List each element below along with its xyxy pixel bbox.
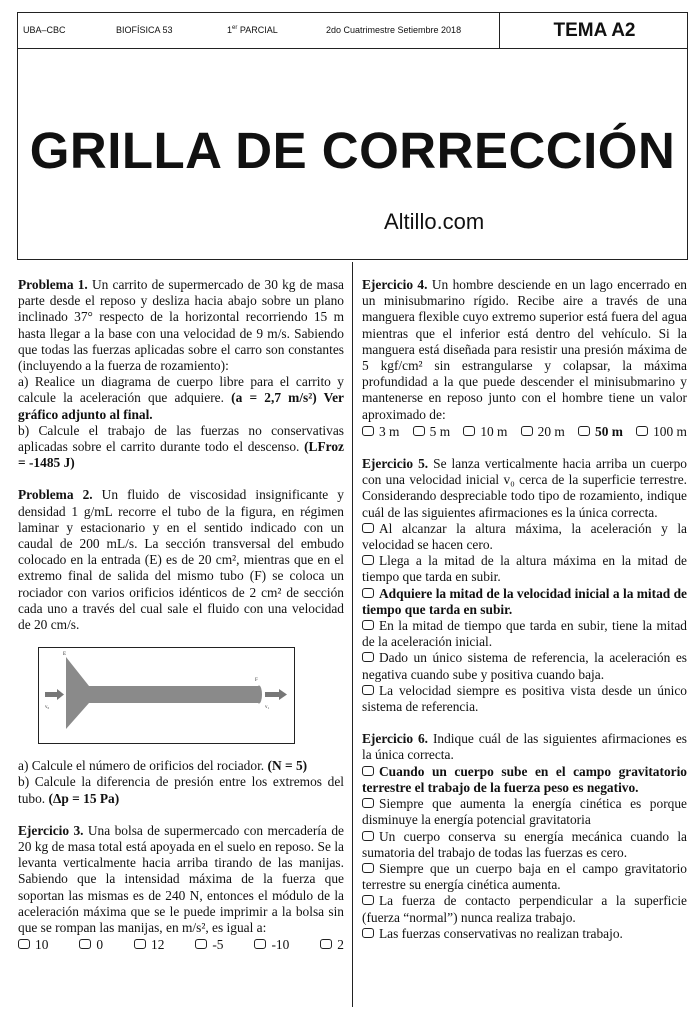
exercise-5-option[interactable] [362,521,687,553]
option-label: 50 m [595,423,623,439]
option-label: 5 m [429,423,451,439]
exercise-6-option[interactable] [362,893,687,925]
option-label: Cuando un cuerpo sube en el campo gravitatorio terrestre el trabajo de la fuerza peso es negativo. [362,763,687,795]
sprinkler-end [256,686,262,704]
checkbox-icon[interactable] [463,426,475,436]
exercise-6-option[interactable] [362,829,687,861]
option-label: 0 [96,937,104,953]
exercise-4 [362,277,687,440]
exercise-3-options [18,937,344,953]
exercise-4-option[interactable] [413,424,450,440]
checkbox-icon[interactable] [320,939,332,949]
option-label: Llega a la mitad de la altura máxima en la mitad de tiempo que tarda en subir. [362,553,687,585]
option-label: La velocidad siempre es positiva vista desde un único sistema de referencia. [362,682,687,715]
problem-2a-text: a) Calcule el número de orificios del rociador. [18,758,265,774]
exercise-4-option[interactable] [521,424,565,440]
exercise-6-option-correct[interactable] [362,764,687,796]
checkbox-icon[interactable] [362,831,374,841]
option-label: 10 m [480,423,508,439]
option-label: Dado un único sistema de referencia, la aceleración es negativa cuando sube y positiva cuando baja. [362,650,687,682]
exercise-3 [18,823,344,954]
site-name: Altillo.com [384,209,485,234]
exercise-4-option[interactable] [362,424,399,440]
checkbox-icon[interactable] [362,555,374,565]
left-column [18,277,344,970]
checkbox-icon[interactable] [362,652,374,662]
checkbox-icon[interactable] [362,863,374,873]
exercise-4-option[interactable] [463,424,507,440]
exam-label [227,25,278,35]
problem-1-title: Problema 1. [18,277,88,292]
option-label: Siempre que un cuerpo baja en el campo gravitatorio terrestre su energía cinética aumenta. [362,860,687,893]
exercise-4-text: Un hombre desciende en un lago encerrado en un minisubmarino rígido. Recibe aire a través de una manguera flexible cuyo extremo superior está fuera del agua mientras que el inferior está dentro del vehículo. Si la manguera está diseñada para resistir una presión máxima de 5 kgf/cm² sin estrangularse y colapsar, la máxima profundidad a la que puede descender el minisubmarino y mantenerse en reposo junto con el hombre tiene un valor aproximado de: [362,277,687,422]
checkbox-icon[interactable] [362,895,374,905]
subject-label: BIOFÍSICA 53 [116,25,173,35]
checkbox-icon[interactable] [362,620,374,630]
option-label: -10 [271,937,290,953]
checkbox-icon[interactable] [578,426,590,436]
exercise-4-option-correct[interactable] [578,424,623,440]
checkbox-icon[interactable] [362,588,374,598]
inlet-arrow [45,689,64,700]
problem-1b-text: b) Calcule el trabajo de las fuerzas no conservativas aplicadas sobre el carrito durante todo el descenso. [18,422,344,455]
exercise-5-option[interactable] [362,553,687,585]
exercise-4-option[interactable] [636,424,687,440]
option-label: 20 m [537,423,565,439]
tema-label: TEMA A2 [499,13,689,48]
option-label: Adquiere la mitad de la velocidad inicial a la mitad de tiempo que tarda en subir. [362,585,687,617]
checkbox-icon[interactable] [134,939,146,949]
problem-1-text: Un carrito de supermercado de 30 kg de masa parte desde el reposo y desliza hacia abajo sobre un plano inclinado 37° respecto de la horizontal recorriendo 15 m hasta llegar a la base con una velocidad de 9 m/s. Sabiendo que todas las fuerzas aplicadas sobre el carro son constantes (incluyendo a la fuerza de rozamiento): [18,277,344,374]
exercise-5-title: Ejercicio 5. [362,456,429,472]
problem-2b-text: b) Calcule la diferencia de presión entre los extremos del tubo. [18,774,344,806]
exercise-6-title: Ejercicio 6. [362,731,429,747]
right-column [362,277,687,958]
option-label: En la mitad de tiempo que tarda en subir, tiene la mitad de la aceleración inicial. [362,618,687,650]
option-label: 10 [35,937,49,953]
problem-1a-text: a) Realice un diagrama de cuerpo libre para el carrito y calcule la aceleración que adquiere. [18,374,344,406]
label-f: F [255,678,258,684]
option-label: Un cuerpo conserva su energía mecánica cuando la sumatoria del trabajo de todas las fuerzas es cero. [362,828,687,860]
problem-2 [18,487,344,806]
option-label: 2 [337,937,344,953]
exercise-3-option[interactable] [134,937,164,953]
header-info-row [18,13,687,49]
exercise-5-option[interactable] [362,618,687,650]
exercise-6-option[interactable] [362,861,687,893]
exercise-3-option[interactable] [18,937,48,953]
label-v0: v₀ [45,705,50,711]
exercise-3-option[interactable] [79,937,103,953]
column-divider [352,262,353,1007]
university-label: UBA–CBC [23,25,66,35]
checkbox-icon[interactable] [195,939,207,949]
exercise-6-text: Indique cuál de las siguientes afirmaciones es la única correcta. [362,731,687,763]
checkbox-icon[interactable] [79,939,91,949]
tube-figure [38,647,295,744]
exam-word: PARCIAL [239,25,278,35]
checkbox-icon[interactable] [362,798,374,808]
problem-2b-answer: (Δp = 15 Pa) [48,790,120,806]
exercise-5-option[interactable] [362,683,687,715]
exam-number: 1 [227,25,233,35]
exam-ordinal: er [232,25,238,31]
page-title: GRILLA DE CORRECCIÓN [29,122,676,179]
exam-header [17,12,688,260]
option-label: 100 m [653,423,687,439]
problem-2a-answer: (N = 5) [267,758,308,774]
option-label: 12 [151,937,165,953]
checkbox-icon[interactable] [18,939,30,949]
option-label: Las fuerzas conservativas no realizan trabajo. [379,925,623,941]
checkbox-icon[interactable] [521,426,533,436]
problem-2-title: Problema 2. [18,487,93,503]
exercise-3-option[interactable] [254,937,289,953]
checkbox-icon[interactable] [413,426,425,436]
exercise-5 [362,456,687,715]
checkbox-icon[interactable] [362,766,374,776]
exercise-5-option[interactable] [362,650,687,682]
exercise-6-option[interactable] [362,926,687,942]
exercise-6 [362,731,687,942]
exercise-5-text: Se lanza verticalmente hacia arriba un cuerpo con una velocidad inicial v₀ cerca de la superficie terrestre. Considerando despreciable todo tipo de rozamiento, indique cuál de las siguientes afirmaciones es la única correcta. [362,456,687,520]
exercise-3-option[interactable] [195,937,223,953]
problem-1b-answer: (LFroz = -1485 J) [18,439,344,471]
label-e: E [63,652,67,658]
exercise-4-options [362,424,687,440]
tube-diagram [39,648,294,743]
option-label: -5 [212,937,224,953]
checkbox-icon[interactable] [362,426,374,436]
checkbox-icon[interactable] [362,523,374,533]
period-label: 2do Cuatrimestre Setiembre 2018 [326,25,462,35]
checkbox-icon[interactable] [636,426,648,436]
exercise-3-title: Ejercicio 3. [18,822,84,838]
problem-1a-answer: (a = 2,7 m/s²) Ver gráfico adjunto al final. [18,390,344,422]
exercise-5-option-correct[interactable] [362,586,687,618]
funnel-tube-shape [66,657,259,729]
exercise-3-text: Una bolsa de supermercado con mercadería de 20 kg de masa total está apoyada en el suelo en reposo. Se la levanta verticalmente hacia arriba tirando de las manijas. Sabiendo que la intensidad máxima de la fuerza que soportan las mismas es de 240 N, entonces el módulo de la aceleración máxima que se le puede imprimir a la bolsa sin que se rompan las manijas, en m/s², es igual a: [18,822,344,936]
option-label: Siempre que aumenta la energía cinética es porque disminuye la energía potencial gravitatoria [362,796,687,828]
problem-1 [18,277,344,471]
checkbox-icon[interactable] [362,928,374,938]
option-label: Al alcanzar la altura máxima, la aceleración y la velocidad se hacen cero. [362,520,687,553]
exercise-3-option[interactable] [320,937,344,953]
label-vf: v₁ [265,705,270,711]
checkbox-icon[interactable] [362,685,374,695]
option-label: 3 m [379,423,400,439]
outlet-arrow [265,689,287,700]
checkbox-icon[interactable] [254,939,266,949]
exercise-6-option[interactable] [362,796,687,828]
exercise-4-title: Ejercicio 4. [362,277,428,292]
problem-2-text: Un fluido de viscosidad insignificante y densidad 1 g/mL recorre el tubo de la figura, en régimen laminar y estacionario y en el sentido indicado con un caudal de 200 mL/s. La sección transversal del embudo colocado en la entrada (E) es de 20 cm², mientras que en el extremo final de salida del mismo tubo (F) se coloca un rociador con varios orificios idénticos de 2 cm² de sección cada uno a través del cual sale el fluido con una velocidad de 20 cm/s. [18,487,344,633]
option-label: La fuerza de contacto perpendicular a la superficie (fuerza “normal”) nunca realiza trabajo. [362,893,687,925]
